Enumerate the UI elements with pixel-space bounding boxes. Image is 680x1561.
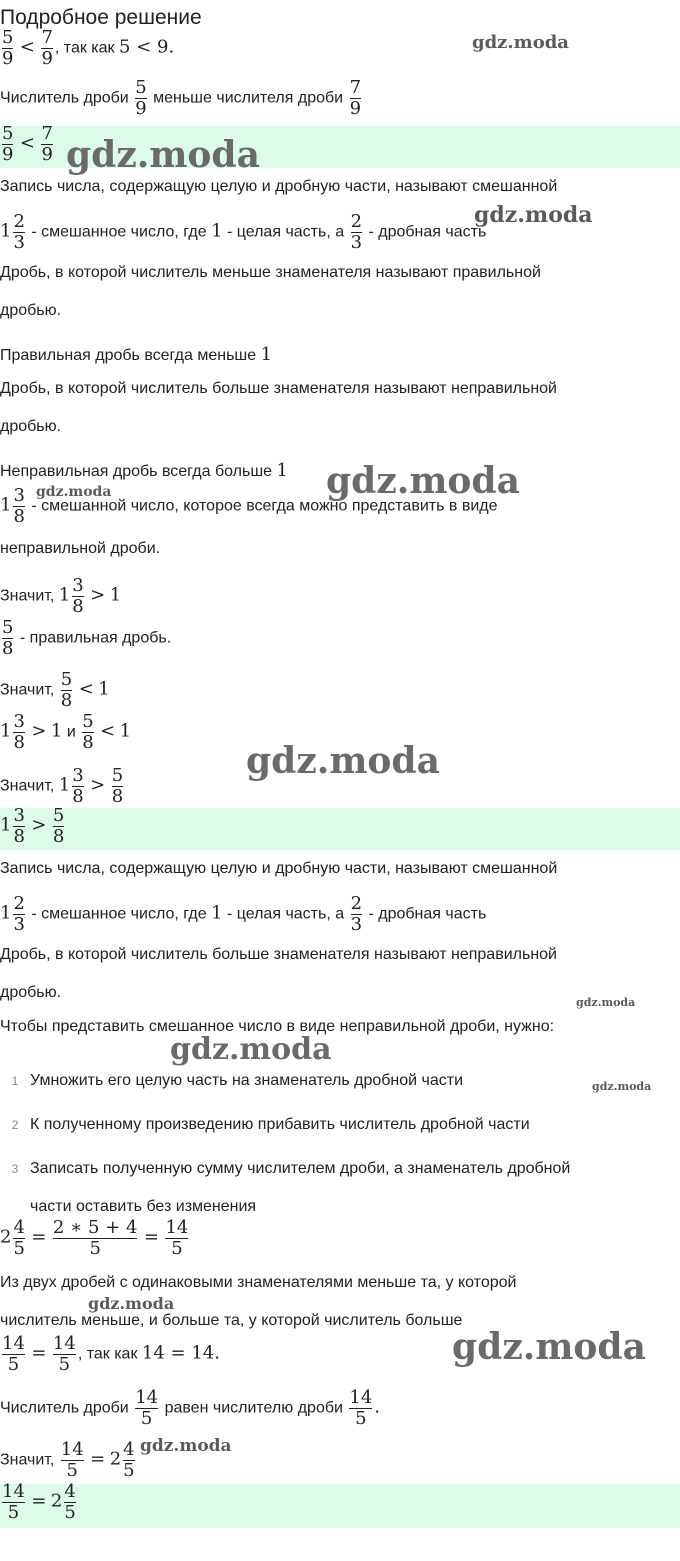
watermark: gdz.moda [246, 740, 440, 782]
fraction: $\frac{14}{5}$ [52, 1333, 76, 1375]
improper-more [0, 460, 288, 483]
greater-sign: > [90, 774, 106, 796]
fraction: $\frac{14}{5}$ [60, 1439, 84, 1481]
fraction: $\frac{3}{8}$ [72, 765, 84, 807]
fraction: $\frac{5}{8}$ [60, 669, 73, 711]
list-number: 1 [11, 1074, 19, 1088]
equals-sign: = [31, 1226, 47, 1248]
whole: 1 [58, 774, 71, 796]
mixed-can-cont: неправильной дроби. [0, 540, 161, 557]
fraction: $\frac{5}{8}$ [82, 711, 94, 753]
same-den-rule: Из двух дробей с одинаковыми знаменателями меньше та, у которой [0, 1274, 517, 1291]
fraction: $\frac{2}{3}$ [13, 211, 25, 253]
whole: 1 [211, 902, 223, 924]
text: Значит, [0, 681, 55, 699]
answer-line [0, 1482, 78, 1523]
fraction: $\frac{3}{8}$ [13, 805, 25, 847]
text: Неправильная дробь всегда больше [0, 463, 273, 480]
whole: 1 [58, 584, 71, 606]
text: Значит, [0, 587, 55, 605]
list-item [0, 1158, 570, 1180]
fraction: $\frac{14}{5}$ [349, 1387, 373, 1429]
list-text: части оставить без изменения [30, 1198, 257, 1215]
text: - правильная дробь. [19, 629, 172, 647]
watermark: gdz.moda [170, 1032, 332, 1067]
fraction: $\frac{14}{5}$ [2, 1481, 25, 1523]
znachit-line-2 [0, 670, 110, 711]
znachit-line-4 [0, 1440, 137, 1481]
answer-line [0, 124, 55, 165]
greater-sign: > [31, 720, 47, 742]
fraction: $\frac{2 ∗ 5 + 4}{5}$ [52, 1217, 138, 1259]
improper-def-cont: дробью. [0, 418, 62, 435]
number: 1 [276, 460, 288, 481]
equals-sign: = [31, 1342, 47, 1364]
whole: 1 [0, 902, 12, 924]
text: Правильная дробь всегда меньше [0, 347, 257, 364]
text: равен числителю дроби [164, 1399, 343, 1417]
fraction: $\frac{2}{3}$ [350, 893, 363, 935]
whole: 2 [50, 1490, 63, 1512]
proper-def-cont: дробью. [0, 302, 62, 319]
fraction: $\frac{2}{3}$ [350, 211, 363, 253]
improper-def: Дробь, в которой числитель больше знаменателя называют неправильной [0, 380, 557, 397]
fraction: $\frac{4}{5}$ [123, 1439, 135, 1481]
text: , так как [77, 1345, 138, 1363]
watermark: gdz.moda [66, 134, 260, 176]
relation: 5 < 9. [119, 36, 175, 58]
mixed-example-2 [0, 894, 486, 935]
whole: 1 [0, 720, 12, 742]
numerator-equal [0, 1388, 380, 1429]
znachit-line-1 [0, 576, 121, 617]
whole: 1 [0, 494, 12, 516]
answer-highlight [0, 805, 680, 850]
list-text: Записать полученную сумму числителем дроби, а знаменатель дробной [30, 1160, 571, 1177]
text: и [66, 723, 76, 741]
both-compare [0, 712, 131, 753]
list-text: Умножить его целую часть на знаменатель дробной части [30, 1072, 464, 1089]
fraction: $\frac{14}{5}$ [165, 1217, 189, 1259]
znachit-line-3 [0, 766, 125, 807]
numerator-compare [0, 78, 363, 119]
watermark: gdz.moda [472, 32, 569, 53]
less-sign: < [19, 132, 35, 154]
watermark: gdz.moda [592, 1080, 652, 1093]
fraction: $\frac{7}{9}$ [41, 123, 53, 165]
proper-def: Дробь, в которой числитель меньше знаменателя называют правильной [0, 264, 541, 281]
fraction: $\frac{3}{8}$ [72, 575, 84, 617]
comparison-line [0, 28, 174, 69]
text: Числитель дроби [0, 1399, 129, 1417]
fraction: $\frac{14}{5}$ [2, 1333, 25, 1375]
list-item [0, 1114, 530, 1136]
less-sign: < [78, 678, 94, 700]
greater-sign: > [90, 584, 106, 606]
watermark: gdz.moda [452, 1326, 646, 1368]
fraction: $\frac{3}{8}$ [13, 711, 25, 753]
fraction: $\frac{7}{9}$ [349, 77, 362, 119]
less-sign: < [100, 720, 116, 742]
answer-line [0, 806, 66, 847]
number: 1 [119, 720, 132, 742]
number: 1 [260, 344, 273, 365]
text: - смешанной число, которое всегда можно представить в виде [31, 497, 498, 515]
mixed-def-2: Запись числа, содержащую целую и дробную части, называют смешанной [0, 860, 558, 877]
how-to: Чтобы представить смешанное число в виде неправильной дроби, нужно: [0, 1018, 555, 1035]
equals-sign: = [90, 1448, 106, 1470]
mixed-example [0, 212, 486, 253]
fraction: $\frac{4}{5}$ [64, 1481, 76, 1523]
text: - дробная часть [368, 905, 487, 923]
text: - смешанное число, где [31, 905, 207, 923]
number: 1 [50, 720, 63, 742]
whole: 1 [0, 814, 12, 836]
relation: 14 = 14. [141, 1342, 220, 1364]
text: Значит, [0, 1451, 55, 1469]
text: , так как [54, 39, 115, 57]
less-sign: < [19, 36, 35, 58]
list-number: 3 [11, 1162, 19, 1176]
fraction: $\frac{3}{8}$ [13, 485, 25, 527]
watermark: gdz.moda [326, 460, 520, 502]
list-item [0, 1070, 463, 1092]
watermark: gdz.moda [36, 484, 112, 500]
period: . [374, 1396, 381, 1418]
greater-sign: > [31, 814, 47, 836]
same-den-rule-cont: числитель меньше, и больше та, у которой числитель больше [0, 1312, 463, 1329]
watermark: gdz.moda [576, 996, 636, 1009]
fraction: $\frac{5}{8}$ [111, 765, 124, 807]
equals-sign: = [31, 1490, 47, 1512]
text: - целая часть, а [226, 905, 345, 923]
fraction: $\frac{5}{8}$ [2, 617, 14, 659]
improper-def-2: Дробь, в которой числитель больше знаменателя называют неправильной [0, 946, 557, 963]
improper-def-2-cont: дробью. [0, 984, 62, 1001]
watermark: gdz.moda [474, 202, 593, 228]
watermark: gdz.moda [88, 1294, 175, 1313]
answer-highlight [0, 1481, 680, 1528]
list-text: К полученному произведению прибавить числитель дробной части [30, 1116, 530, 1133]
fraction: $\frac{4}{5}$ [13, 1217, 25, 1259]
equals-sign: = [143, 1226, 160, 1248]
text: Числитель дроби [0, 89, 129, 107]
text: меньше числителя дроби [153, 89, 344, 107]
proper-less [0, 344, 272, 367]
conversion-line [0, 1218, 190, 1259]
list-item-cont [0, 1196, 256, 1218]
list-number: 2 [11, 1118, 19, 1132]
proper-frac-line [0, 618, 171, 659]
whole: 2 [109, 1448, 122, 1470]
fraction: $\frac{5}{9}$ [2, 27, 14, 69]
fraction: $\frac{14}{5}$ [135, 1387, 159, 1429]
text: - смешанное число, где [31, 223, 207, 241]
fraction: $\frac{7}{9}$ [41, 27, 53, 69]
mixed-def: Запись числа, содержащую целую и дробную части, называют смешанной [0, 178, 558, 195]
equality-line [0, 1334, 220, 1375]
whole: 1 [211, 220, 223, 242]
fraction: $\frac{5}{9}$ [135, 77, 147, 119]
fraction: $\frac{2}{3}$ [13, 893, 25, 935]
whole: 2 [0, 1226, 12, 1248]
watermark: gdz.moda [140, 1436, 232, 1456]
text: - дробная часть [368, 223, 487, 241]
fraction: $\frac{5}{8}$ [52, 805, 65, 847]
fraction: $\frac{5}{9}$ [2, 123, 14, 165]
page-title: Подробное решение [0, 6, 202, 29]
number: 1 [109, 584, 122, 606]
number: 1 [98, 678, 110, 700]
text: - целая часть, а [226, 223, 345, 241]
text: Значит, [0, 777, 55, 795]
whole: 1 [0, 220, 12, 242]
